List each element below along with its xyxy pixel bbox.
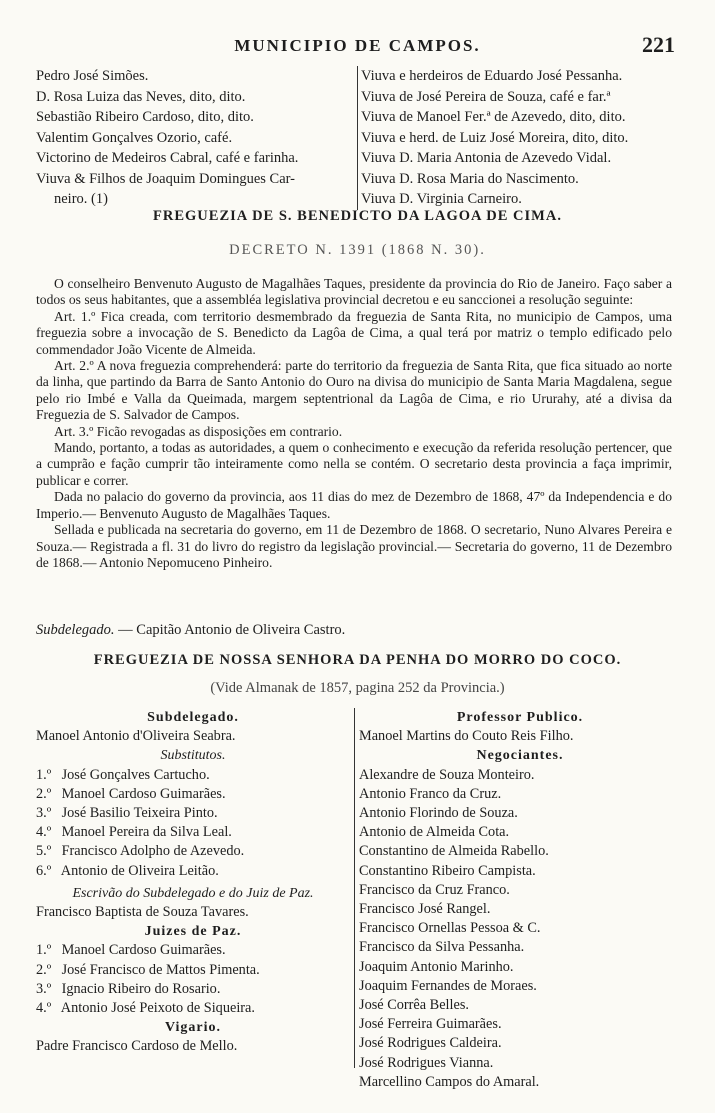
list-item: 4.º Antonio José Peixoto de Siqueira.: [36, 1000, 255, 1017]
paragraph: Mando, portanto, a todas as autoridades, a quem o conhecimento e execução da referida resolução pertencer, que a cumprão e fação cumprir tão inteiramente como nella se contém. O secretario desta provincia a faça imprimir, publicar e correr.: [36, 440, 672, 488]
list-item: Constantino de Almeida Rabello.: [359, 843, 549, 860]
professor-name: Manoel Martins do Couto Reis Filho.: [359, 728, 574, 745]
penha-right-column: [354, 708, 681, 1090]
paragraph: Art. 3.º Ficão revogadas as disposições em contrario.: [54, 423, 343, 439]
top-list-right: [357, 66, 691, 210]
subdelegado-label: Subdelegado.: [36, 622, 115, 638]
list-item: Alexandre de Souza Monteiro.: [359, 766, 535, 783]
list-item: José Corrêa Belles.: [359, 997, 469, 1014]
list-item: 4.º Manoel Pereira da Silva Leal.: [36, 824, 232, 841]
substitutos-heading: Substitutos.: [160, 748, 226, 764]
list-item: Viuva de Manoel Fer.ª de Azevedo, dito, dito.: [361, 109, 626, 125]
page-number: 221: [642, 32, 675, 57]
negociantes-heading: Negociantes.: [476, 748, 564, 764]
paragraph: Art. 1.º Fica creada, com territorio desmembrado da freguezia de Santa Rita, no municipio de Campos, uma freguezia sobre a invocação de S. Benedicto da Lagôa de Cima, a qual terá por matriz o templo edificado pelo commendador João Vicente de Almeida.: [36, 308, 672, 357]
subdelegado-line: [36, 620, 345, 641]
list-item: 6.º Antonio de Oliveira Leitão.: [36, 862, 219, 879]
list-item: José Ferreira Guimarães.: [359, 1016, 502, 1033]
decree-number: DECRETO N. 1391 (1868 N. 30).: [229, 242, 486, 258]
page-header-title: MUNICIPIO DE CAMPOS.: [234, 36, 481, 55]
list-item: Viuva e herd. de Luiz José Moreira, dito, dito.: [361, 129, 629, 146]
escrivao-heading: Escrivão do Subdelegado e do Juiz de Paz.: [72, 885, 314, 901]
list-item: Francisco da Silva Pessanha.: [359, 939, 525, 956]
list-item: Francisco Ornellas Pessoa & C.: [359, 920, 541, 937]
subdelegado-heading: Subdelegado.: [147, 710, 239, 725]
list-item: D. Rosa Luiza das Neves, dito, dito.: [36, 88, 246, 105]
subdelegado-name: Manoel Antonio d'Oliveira Seabra.: [36, 728, 236, 745]
list-item: Francisco José Rangel.: [359, 901, 491, 918]
subdelegado-value: — Capitão Antonio de Oliveira Castro.: [118, 622, 346, 638]
list-item: Marcellino Campos do Amaral.: [359, 1073, 540, 1090]
decree-text: [36, 276, 672, 571]
list-item: 3.º Ignacio Ribeiro do Rosario.: [36, 980, 221, 997]
list-item: Viuva & Filhos de Joaquim Domingues Car-: [36, 170, 296, 187]
list-item: 3.º José Basilio Teixeira Pinto.: [36, 805, 218, 822]
list-item: Antonio Florindo de Souza.: [359, 805, 518, 822]
list-item: Viuva e herdeiros de Eduardo José Pessanha.: [361, 68, 623, 84]
vigario-heading: Vigario.: [164, 1020, 222, 1036]
section-title-penha: FREGUEZIA DE NOSSA SENHORA DA PENHA DO MORRO DO COCO.: [93, 652, 622, 668]
section-title-s-benedicto: FREGUEZIA DE S. BENEDICTO DA LAGOA DE CIMA.: [153, 208, 562, 224]
vigario-name: Padre Francisco Cardoso de Mello.: [36, 1038, 238, 1055]
escrivao-name: Francisco Baptista de Souza Tavares.: [36, 904, 249, 921]
paragraph: Dada no palacio do governo da provincia, aos 11 dias do mez de Dezembro de 1868, 47º da Independencia e do Imperio.— Benvenuto Augusto de Magalhães Taques.: [36, 489, 672, 521]
list-item: Antonio de Almeida Cota.: [359, 824, 510, 841]
list-item: Francisco da Cruz Franco.: [359, 881, 510, 898]
list-item: Sebastião Ribeiro Cardoso, dito, dito.: [36, 109, 254, 125]
top-list-left: [36, 66, 351, 210]
list-item: Joaquim Antonio Marinho.: [359, 958, 514, 975]
list-item: Viuva D. Maria Antonia de Azevedo Vidal.: [361, 150, 612, 166]
list-item: neiro. (1): [54, 191, 108, 207]
paragraph: Art. 2.º A nova freguezia comprehenderá: parte do territorio da freguezia de Santa Rita, que fica situado ao norte da linha, que partindo da Barra de Santo Antonio do Ouro na divisa do municipio de Santa Maria Magdalena, segue pelo rio Imbé e Valla da Queimada, margem septentrional da Lagôa de Cima, e rio Ururahy, até a divisa da Freguezia de S. Salvador de Campos.: [36, 358, 672, 423]
list-item: Antonio Franco da Cruz.: [359, 785, 502, 802]
list-item: 1.º Manoel Cardoso Guimarães.: [36, 942, 226, 959]
list-item: Joaquim Fernandes de Moraes.: [359, 977, 537, 994]
list-item: José Rodrigues Caldeira.: [359, 1035, 502, 1052]
penha-left-column: [36, 708, 350, 1057]
list-item: Victorino de Medeiros Cabral, café e farinha.: [36, 150, 299, 166]
list-item: 2.º José Francisco de Mattos Pimenta.: [36, 961, 260, 978]
list-item: Viuva D. Virginia Carneiro.: [361, 191, 522, 207]
list-item: 5.º Francisco Adolpho de Azevedo.: [36, 843, 245, 860]
list-item: 2.º Manoel Cardoso Guimarães.: [36, 785, 226, 802]
list-item: Viuva D. Rosa Maria do Nascimento.: [361, 170, 579, 187]
list-item: 1.º José Gonçalves Cartucho.: [36, 766, 210, 783]
professor-heading: Professor Publico.: [456, 710, 584, 725]
list-item: Valentim Gonçalves Ozorio, café.: [36, 129, 233, 146]
list-item: José Rodrigues Vianna.: [359, 1054, 494, 1071]
list-item: Viuva de José Pereira de Souza, café e far.ª: [361, 88, 611, 105]
paragraph: Sellada e publicada na secretaria do governo, em 11 de Dezembro de 1868. O secretario, Nuno Alvares Pereira e Souza.— Registrada a fl. 31 do livro do registro da legislação provincial.— Secretaria do governo, 11 de Dezembro de 1868.— Antonio Nepomuceno Pinheiro.: [36, 522, 672, 570]
list-item: Pedro José Simões.: [36, 68, 149, 84]
juizes-heading: Juizes de Paz.: [144, 924, 242, 940]
paragraph: O conselheiro Benvenuto Augusto de Magalhães Taques, presidente da provincia do Rio de Janeiro. Faço saber a todos os seus habitantes, que a assembléa legislativa provincial decretou e eu sanccionei a resolução seguinte:: [36, 276, 672, 308]
list-item: Constantino Ribeiro Campista.: [359, 862, 536, 879]
section-note: (Vide Almanak de 1857, pagina 252 da Provincia.): [210, 680, 505, 696]
